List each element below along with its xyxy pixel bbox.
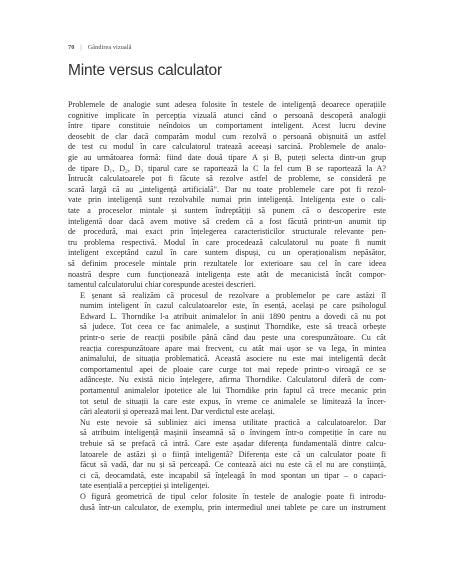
text-line: portamentul animalelor ipotetice ale lui Thorndike prin faptul că trece mecanic prin: [80, 386, 386, 396]
paragraph: [68, 418, 386, 492]
book-title: Gândirea vizuală: [87, 44, 132, 51]
text-line: numim inteligent în cazul calculatoarelor este, în esență, același pe care psihologul: [80, 301, 386, 311]
text-line: vate prin inteligență sunt rezolvabile numai prin inteligență. Inteligența este o cali-: [68, 195, 386, 205]
text-line: adâncește. Nu există nicio înțelegere, afirma Thorndike. Calculatorul diferă de com-: [80, 375, 386, 385]
text-line: să atribuim inteligență mașinii înseamnă să o învingem într-o competiție în care nu: [80, 428, 386, 438]
text-line: deosebit de clar dacă comparăm modul cum rezolvă o persoană obișnuită un astfel: [68, 131, 386, 141]
text-line: inteligentă doar dacă avem motive să credem că a fost făcută printr-un anumit tip: [68, 216, 386, 226]
text-line: tamentul calculatorului chiar corespunde acestei descrieri.: [68, 280, 256, 290]
paragraph: [68, 492, 386, 513]
text-line: inteligent exceptând cazul în care suntem dispuși, cu un operaționalism nepăsător,: [68, 248, 386, 258]
text-line: cări aleatorii și operează mai lent. Dar verdictul este același.: [80, 407, 275, 417]
text-line: între tipare constituie neîndoios un comportament inteligent. Acest lucru devine: [68, 121, 386, 131]
text-line: Edward L. Thorndike l-a atribuit animalelor în anii 1890 pentru a dovedi că nu pot: [80, 311, 386, 321]
text-line: reacția corespunzătoare apare mai frecvent, cu atât mai ușor se va lega, în mintea: [80, 343, 386, 353]
text-line: latoarele de astăzi și o ființă inteligentă? Diferența este că un calculator poate fi: [80, 449, 386, 459]
chapter-title: Minte versus calculator: [68, 62, 222, 79]
text-line: printr-o serie de reacții posibile până când dau peste una corespunzătoare. Cu cât: [80, 333, 386, 343]
text-line: comportamentul apei de ploaie care curge tot mai repede printr-o viroagă ce se: [80, 364, 386, 374]
running-head: [68, 44, 131, 51]
text-line: gie au următoarea formă: fiind date două tipare A și B, puteți selecta dintr-un grup: [68, 152, 386, 162]
text-line: tate a proceselor mintale și suntem îndreptățiți să punem că o descoperire este: [68, 205, 386, 215]
text-line: făcut să vadă, dar nu și să perceapă. Ce contează aici nu este că el nu are conștiință,: [80, 460, 386, 470]
text-line: E șenant să realizăm că procesul de rezolvare a problemelor pe care astăzi îl: [80, 290, 386, 300]
header-separator: |: [80, 44, 82, 51]
text-line: să definim procesele mintale prin rezultatele lor exterioare sau cel în care ideea: [68, 258, 386, 268]
text-line: să judece. Tot ceea ce fac animalele, a susținut Thorndike, este să treacă orbește: [80, 322, 386, 332]
text-line: cognitive implicate în percepția vizuală atunci când o persoană descoperă analogii: [68, 110, 386, 120]
text-line: trebuie să se prefacă că intră. Care este așadar diferența fundamentală dintre calcu-: [80, 439, 386, 448]
paragraph: [68, 100, 386, 291]
text-line: ci că, deocamdată, este incapabil să înțeleagă în mod spontan un tipar – o capaci-: [80, 470, 386, 480]
text-line: Problemele de analogie sunt adesea folosite în testele de inteligență deoarece operațiile: [68, 100, 386, 109]
text-line: de tipare D₁, D₂, D₃ tiparul care se raportează la C la fel cum B se raportează la A?: [68, 163, 386, 173]
text-line: tate esențială a percepției și inteligenței.: [80, 481, 210, 491]
text-line: de procedură, mai exact prin înțelegerea caracteristicilor structurale relevante pen-: [68, 227, 386, 237]
text-line: Nu este nevoie să subliniez aici imensa utilitate practică a calculatoarelor. Dar: [80, 417, 386, 427]
text-line: scară largă că au „inteligență artificială". Dar nu toate problemele care pot fi rezol-: [68, 184, 386, 194]
text-line: O figură geometrică de tipul celor folosite în testele de analogie poate fi introdu-: [80, 491, 386, 501]
text-line: noastră despre cum funcționează inteligența este atât de mecanicistă încât compor-: [68, 269, 386, 279]
body-text: [68, 100, 386, 513]
text-line: animalului, de situația problematică. Această asociere nu este mai inteligentă decât: [80, 354, 386, 364]
text-line: dusă într-un calculator, de exemplu, prin intermediul unei tablete pe care un instrument: [80, 502, 386, 512]
page-number: 70: [68, 44, 75, 51]
text-line: tot setul de situații la care este expus, în vreme ce animalele se limitează la încer-: [80, 396, 386, 406]
text-line: tru problema respectivă. Modul în care procedează calculatorul nu poate fi numit: [68, 237, 386, 247]
paragraph: [68, 291, 386, 418]
text-line: de test cu modul în care calculatorul tratează aceeași sarcină. Problemele de analo-: [68, 142, 386, 152]
text-line: Întrucât calculatoarele pot fi făcute să rezolve astfel de probleme, se consideră pe: [68, 174, 386, 184]
